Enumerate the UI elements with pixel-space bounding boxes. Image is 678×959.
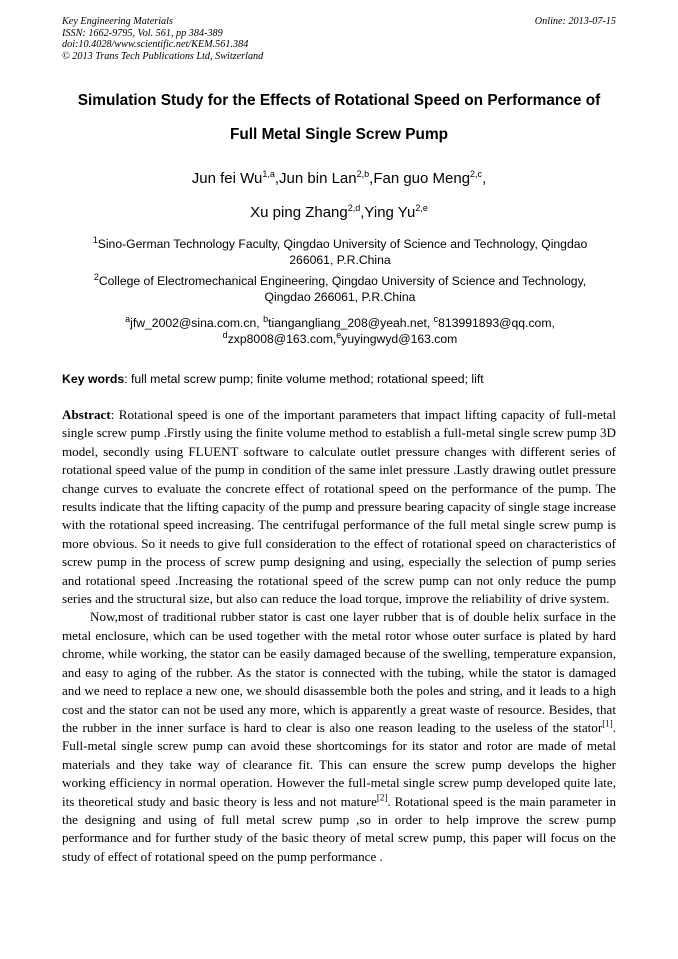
author-name: Jun fei Wu [191,170,263,187]
author-separator: , [274,170,280,187]
publication-header [62,16,616,62]
email-address: tiangangliang_208@yeah.net, [268,316,434,330]
paper-title-line-1: Simulation Study for the Effects of Rotational Speed on Performance of [77,92,601,109]
email-list [80,315,600,347]
author-name: Xu ping Zhang [250,204,348,221]
email-mark: c [433,313,439,324]
email-mark: b [263,313,269,324]
intro-text-part-2: . Full-metal single screw pump can avoid these shortcomings for its stator and rotor are made of metal materials and they take way of clearance fit. This can ensure the screw pump develops the higher working efficiency in normal operation. However the full-metal single screw pump developed quite late, its theoretical study and basic theory is less and not mature [62,719,616,809]
paper-title-line-2: Full Metal Single Screw Pump [229,126,449,143]
author-name: Fan guo Meng [373,170,471,187]
paper-body [62,406,616,866]
author-list-line-1 [40,170,638,187]
author-affil-mark: 2,b [356,169,370,179]
affiliation-mark: 2 [93,271,99,282]
email-mark: d [222,329,228,340]
intro-text-part-3: . Rotational speed is the main parameter in the designing and using of full metal screw pump ,so in order to help improve the screw pump performance and for further study of the basic theory of metal screw pump, this paper will focus on the study of effect of rotational speed on the pump performance . [62,793,616,864]
abstract-text: : Rotational speed is one of the important parameters that impact lifting capacity of full-metal single screw pump .Firstly using the finite volume method to establish a full-metal single screw pump 3D model, secondly using FLUENT software to calculate outlet pressure changes with different series of rotational speed value of the pump in condition of the same inlet pressure .Lastly drawing outlet pressure change curves to evaluate the concrete effect of rotational speed on the performance of the pump. The results indicate that the lifting capacity of the pump and pressure bearing capacity of single stage increase with the rotational speed increasing. The centrifugal performance of the full metal single screw pump is more obvious. So it needs to give full consideration to the effect of rotational speed on characteristics of screw pump in the process of screw pump designing and using, especially the selection of pump series and rotational speed .Increasing the rotational speed of the screw pump can not only reduce the pump series and the structural size, but also can reduce the load torque, improve the reliability of drive system. [62,407,616,607]
affiliation-mark: 1 [92,234,98,245]
issn-line: ISSN: 1662-9795, Vol. 561, pp 384-389 [62,27,223,39]
intro-text-part-1: Now,most of traditional rubber stator is cast one layer rubber that is of double helix surface in the metal enclosure, which can be used together with the metal rotor whose outer surface is plated by hard chrome, while working, the stator can be easily damaged because of the swelling, temperature expansion, and easy to aging of the rubber. As the stator is connected with the tubing, while the stator is damaged and we need to replace a new one, we should disassemble both the poles and string, and it leads to a high cost and the stator can not be used any more, which is apparently a great waste of resource. Besides, that the rubber in the inner surface is hard to clear is also one reason leading to the useless of the stator [62,609,616,735]
email-mark: a [125,313,131,324]
author-affil-mark: 1,a [262,169,275,179]
affiliation-1 [80,236,600,268]
copyright-line: © 2013 Trans Tech Publications Ltd, Switzerland [62,50,264,62]
email-mark: e [336,329,342,340]
doi-line: doi:10.4028/www.scientific.net/KEM.561.384 [62,39,249,51]
keywords-label: Key words [62,372,125,386]
citation-ref: [2] [376,792,388,803]
abstract-paragraph [62,406,616,608]
author-separator: , [360,204,365,221]
keywords-text: : full metal screw pump; finite volume method; rotational speed; lift [124,372,484,386]
online-date: Online: 2013-07-15 [534,16,616,27]
journal-name: Key Engineering Materials [62,16,173,27]
affiliation-text: Sino-German Technology Faculty, Qingdao University of Science and Technology, Qingdao 266061, P.R.China [97,237,588,267]
author-affil-mark: 2,c [470,169,483,179]
email-address: 813991893@qq.com, [438,316,555,330]
keywords-line [62,372,618,386]
author-affil-mark: 2,d [347,203,361,213]
email-address: yuyingwyd@163.com [341,332,458,346]
abstract-label: Abstract [62,407,111,422]
citation-ref: [1] [602,718,613,729]
email-address: zxp8008@163.com, [227,332,337,346]
author-separator: , [482,170,487,187]
email-address: jfw_2002@sina.com.cn, [130,316,264,330]
affiliation-text: College of Electromechanical Engineering, Qingdao University of Science and Technology, Qingdao 266061, P.R.China [98,274,587,304]
author-name: Ying Yu [364,204,416,221]
author-separator: , [369,170,374,187]
author-affil-mark: 2,e [415,203,428,213]
author-name: Jun bin Lan [279,170,357,187]
intro-paragraph [62,608,616,866]
author-list-line-2 [40,204,638,221]
affiliation-2 [80,273,600,305]
